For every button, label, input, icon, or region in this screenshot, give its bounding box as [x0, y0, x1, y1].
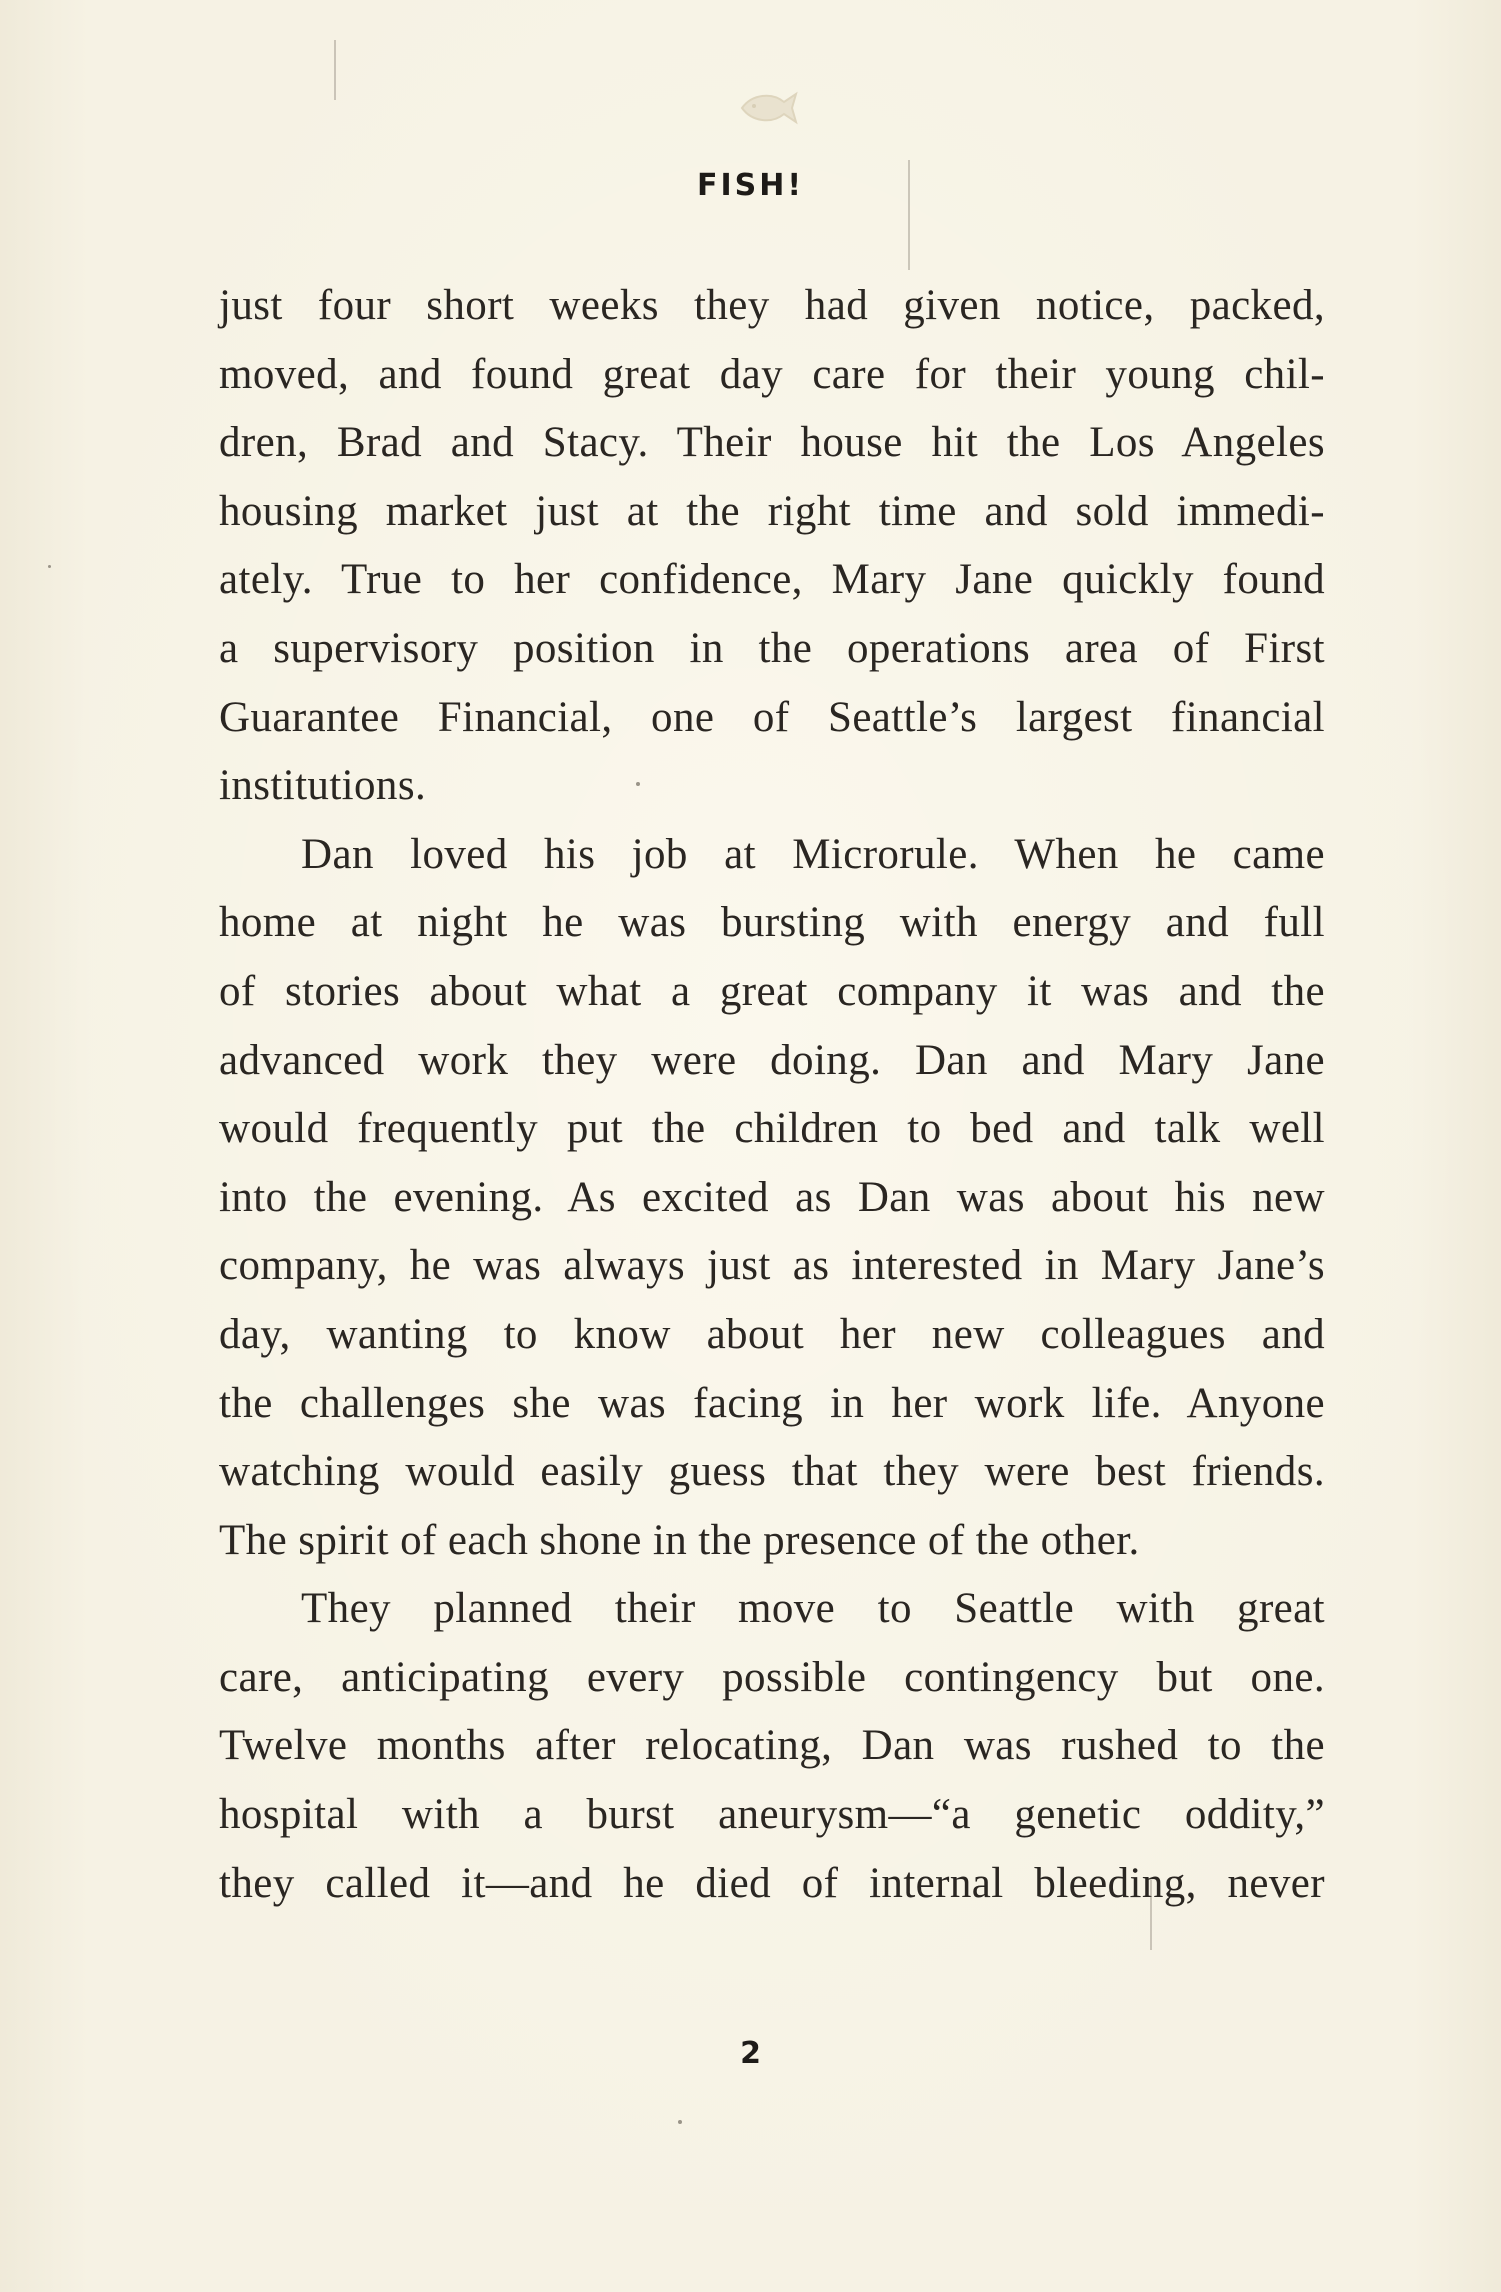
text-line: Dan loved his job at Microrule. When he came [301, 830, 1325, 878]
text-line: housing market just at the right time and sold immedi- [219, 487, 1325, 535]
text-line: they called it—and he died of internal bleeding, never [219, 1859, 1325, 1907]
paper-speck [48, 565, 51, 568]
fish-icon [738, 88, 798, 128]
text-line: would frequently put the children to bed and talk well [219, 1105, 1325, 1153]
text-line: watching would easily guess that they were best friends. [219, 1448, 1325, 1496]
paragraph-3 [219, 1575, 1325, 1918]
text-line: just four short weeks they had given notice, packed, [219, 282, 1325, 329]
paragraph-2 [219, 821, 1325, 1576]
text-line: They planned their move to Seattle with great [301, 1585, 1325, 1633]
text-line: company, he was always just as interested in Mary Jane’s [219, 1242, 1325, 1290]
paper-speck [678, 2120, 682, 2124]
text-line: moved, and found great day care for their young chil- [219, 350, 1325, 398]
text-line: of stories about what a great company it was and the [219, 967, 1325, 1015]
running-head: FISH! [696, 168, 805, 203]
text-line: into the evening. As excited as Dan was about his new [219, 1173, 1325, 1221]
text-line: a supervisory position in the operations area of First [219, 624, 1325, 672]
text-line: advanced work they were doing. Dan and Mary Jane [219, 1036, 1325, 1084]
text-line: Guarantee Financial, one of Seattle’s largest financial [219, 693, 1325, 741]
text-line: ately. True to her confidence, Mary Jane quickly found [219, 556, 1325, 604]
text-line: care, anticipating every possible contingency but one. [219, 1653, 1325, 1701]
text-line: The spirit of each shone in the presence of the other. [219, 1516, 1140, 1564]
text-line: home at night he was bursting with energy and full [219, 899, 1325, 947]
text-line: institutions. [219, 762, 427, 810]
body-text [219, 272, 1325, 1918]
text-line: Twelve months after relocating, Dan was rushed to the [219, 1722, 1325, 1770]
paper-scratch [334, 40, 336, 100]
paper-speck [636, 782, 640, 786]
text-line: dren, Brad and Stacy. Their house hit the Los Angeles [219, 419, 1325, 467]
text-line: hospital with a burst aneurysm—“a genetic oddity,” [219, 1791, 1325, 1839]
text-line: the challenges she was facing in her work life. Anyone [219, 1379, 1325, 1427]
paper-scratch [908, 160, 910, 270]
text-line: day, wanting to know about her new colleagues and [219, 1310, 1325, 1358]
page-number: 2 [740, 2036, 761, 2071]
paper-scratch [1150, 1880, 1152, 1950]
paragraph-1 [219, 272, 1325, 821]
